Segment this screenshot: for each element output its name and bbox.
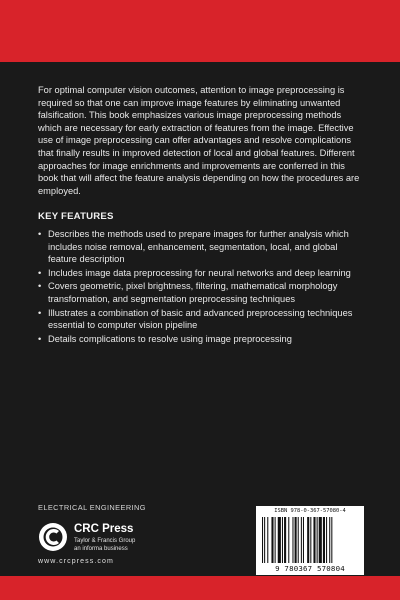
bullet-icon: •: [38, 307, 42, 318]
key-features-list: [38, 228, 365, 345]
key-feature-item: [38, 307, 365, 332]
bullet-icon: •: [38, 267, 42, 278]
key-feature-text: Includes image data preprocessing for neural networks and deep learning: [48, 267, 351, 278]
key-features-heading: KEY FEATURES: [38, 211, 114, 223]
key-feature-item: [38, 333, 365, 346]
crc-press-logo-icon: [38, 522, 68, 552]
category-label: ELECTRICAL ENGINEERING: [38, 503, 146, 512]
bottom-red-band: [0, 576, 400, 600]
back-cover-content: [38, 84, 365, 346]
top-red-band: [0, 0, 400, 62]
key-feature-item: [38, 228, 365, 266]
publisher-logo: [38, 521, 188, 571]
key-feature-text: Covers geometric, pixel brightness, filtering, mathematical morphology transformation, and segmentation preprocessing techniques: [48, 281, 338, 304]
key-feature-text: Describes the methods used to prepare images for further analysis which includes noise removal, enhancement, segmentation, local, and global feature description: [48, 228, 349, 265]
barcode-number: 9 780367 570804: [275, 564, 345, 573]
publisher-tagline: an informa business: [74, 546, 128, 552]
key-feature-text: Illustrates a combination of basic and advanced preprocessing techniques essential to computer vision pipeline: [48, 307, 353, 331]
bullet-icon: •: [38, 228, 42, 239]
isbn-label: ISBN 978-0-367-57080-4: [274, 508, 346, 514]
key-feature-text: Details complications to resolve using image preprocessing: [48, 333, 292, 344]
isbn-barcode: [256, 506, 364, 575]
description-paragraph: For optimal computer vision outcomes, attention to image preprocessing is required so that one can improve image features by eliminating unwanted falsification. This book emphasizes various image preprocessing methods which are necessary for early extraction of features from the image. Effective use of image preprocessing can offer advantages and resolve complications that finally results in improved detection of local and global features. Different approaches for image enrichments and improvements are conferred in this book that will affect the feature analysis depending on how the procedures are employed.: [38, 85, 360, 196]
publisher-group: Taylor & Francis Group: [74, 538, 136, 544]
publisher-url: www.crcpress.com: [38, 558, 114, 565]
publisher-name: CRC Press: [74, 523, 134, 535]
key-feature-item: [38, 280, 365, 305]
bullet-icon: •: [38, 281, 42, 292]
barcode-bars: [262, 517, 358, 563]
key-feature-item: [38, 267, 365, 280]
bullet-icon: •: [38, 333, 42, 344]
